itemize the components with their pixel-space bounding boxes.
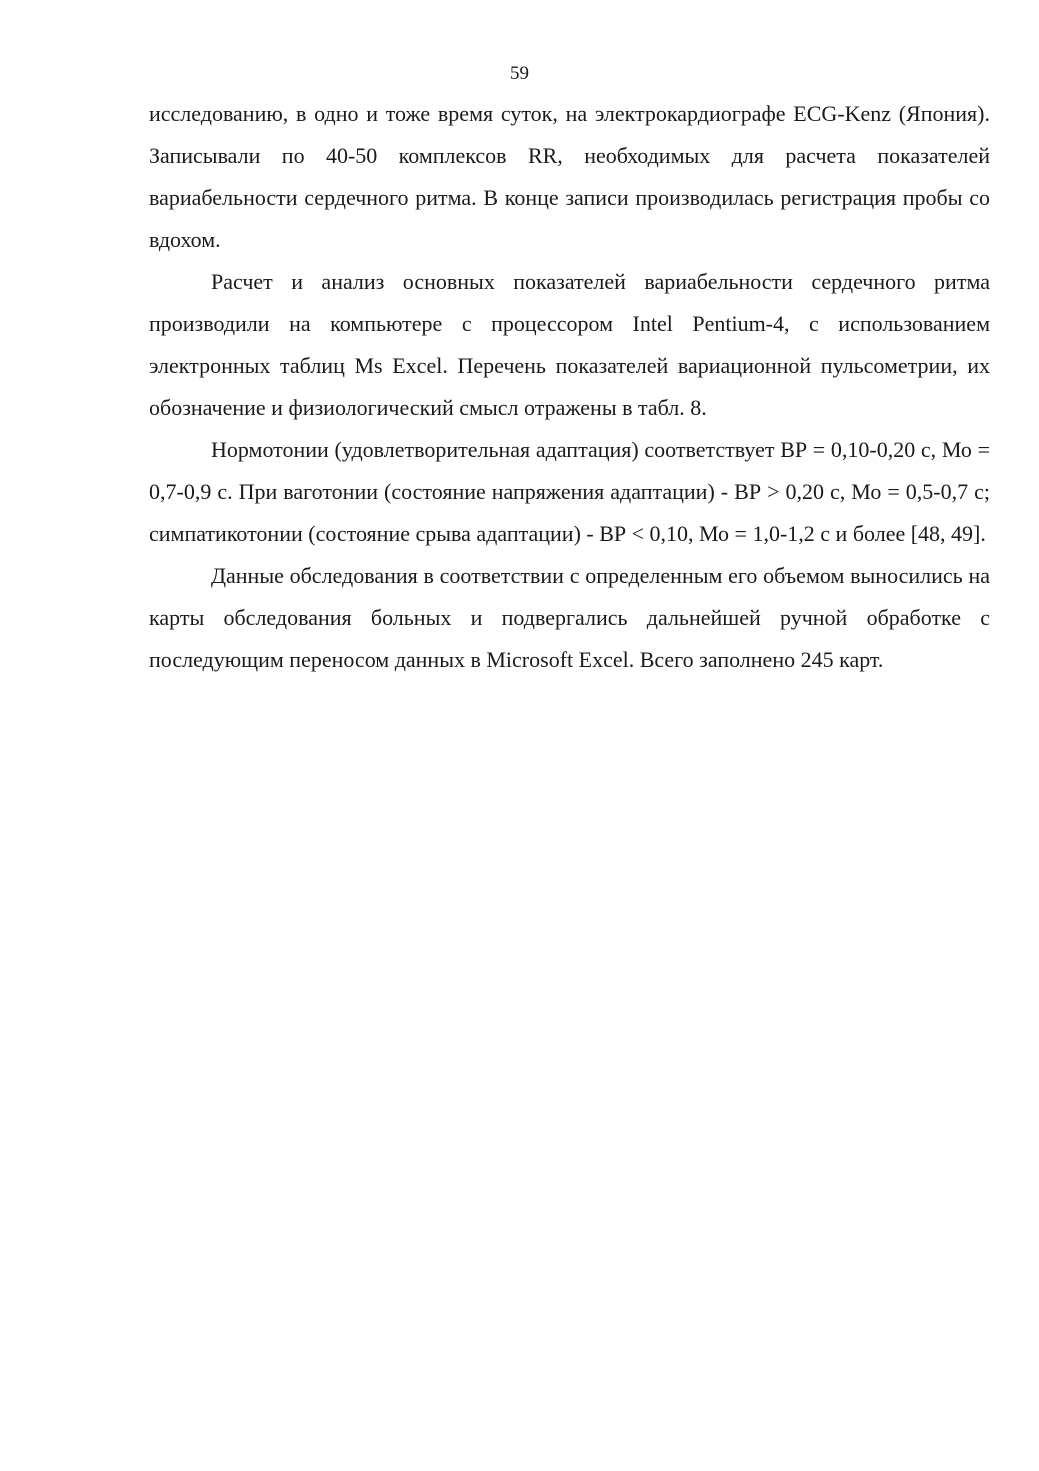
paragraph-continued: исследованию, в одно и тоже время суток, на электрокардиографе ECG-Kenz (Япония). Записывали по 40-50 комплексов RR, необходимых для расчета показателей вариабельности сердечного ритма. В конце записи производилась регистрация пробы со вдохом. [149, 101, 990, 252]
paragraph-normotonia: Нормотонии (удовлетворительная адаптация) соответствует ВР = 0,10-0,20 с, Мо = 0,7-0,9 с. При ваготонии (состояние напряжения адаптации) - ВР > 0,20 с, Мо = 0,5-0,7 с; симпатикотонии (состояние срыва адаптации) - ВР < 0,10, Мо = 1,0-1,2 с и более [48, 49]. [149, 437, 990, 546]
paragraph-hrv-analysis: Расчет и анализ основных показателей вариабельности сердечного ритма производили на компьютере с процессором Intel Pentium-4, с использованием электронных таблиц Ms Excel. Перечень показателей вариационной пульсометрии, их обозначение и физиологический смысл отражены в табл. 8. [149, 269, 990, 420]
page-number: 59 [510, 63, 529, 84]
paragraph-examination-data: Данные обследования в соответствии с определенным его объемом выносились на карты обследования больных и подвергались дальнейшей ручной обработке с последующим переносом данных в Microsoft Excel. Всего заполнено 245 карт. [149, 563, 990, 672]
body-text [149, 93, 990, 681]
